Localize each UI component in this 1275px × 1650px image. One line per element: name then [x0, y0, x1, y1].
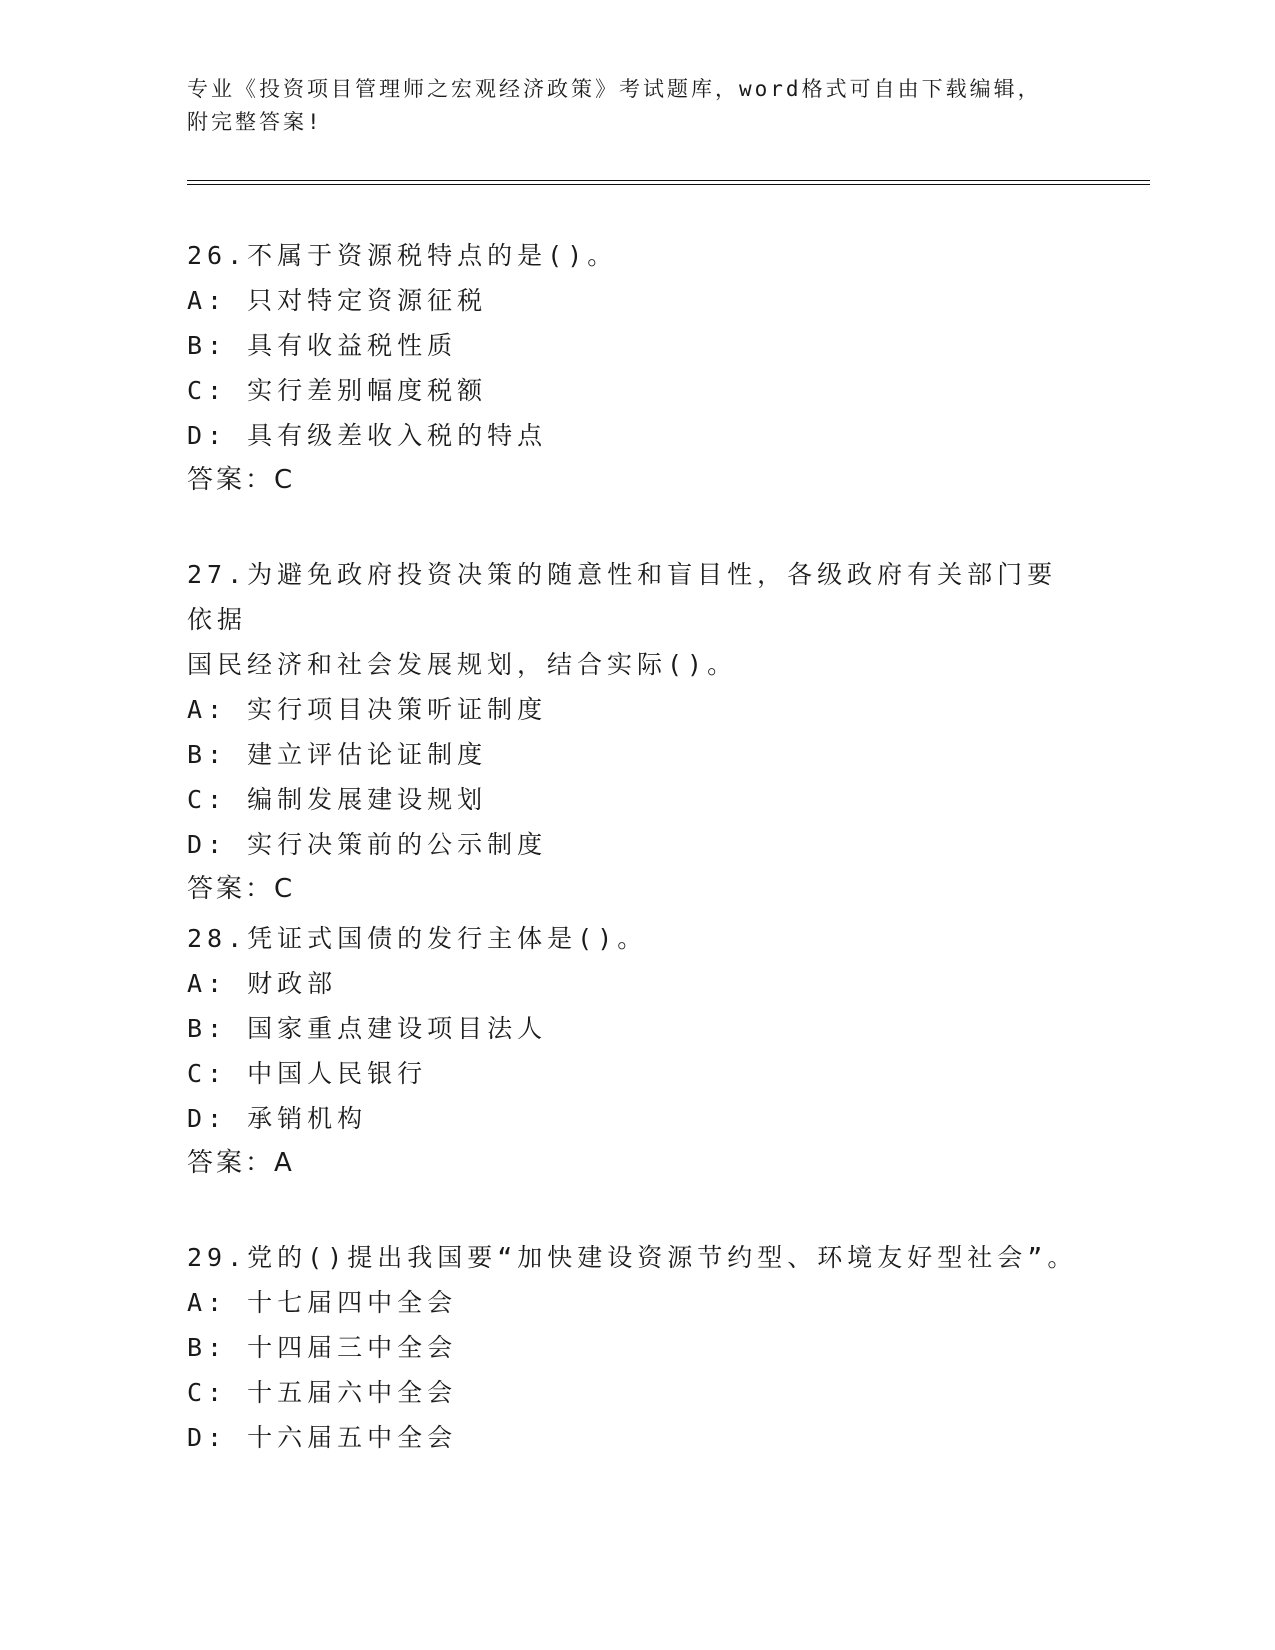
option-a: A: 实行项目决策听证制度 — [187, 695, 548, 724]
option-d: D: 十六届五中全会 — [187, 1423, 458, 1452]
option-b: B: 建立评估论证制度 — [187, 740, 488, 769]
question-28 — [187, 916, 1087, 1186]
question-26 — [187, 233, 1087, 503]
answer-line: 答案：C — [187, 465, 296, 495]
question-stem: 28.凭证式国债的发行主体是()。 — [187, 924, 648, 953]
question-stem: 26.不属于资源税特点的是()。 — [187, 241, 618, 270]
document-intro: 专业《投资项目管理师之宏观经济政策》考试题库，word格式可自由下载编辑， 附完整答案! — [187, 77, 1042, 134]
header-divider-top — [187, 180, 1150, 181]
question-stem: 27.为避免政府投资决策的随意性和盲目性，各级政府有关部门要依据 国民经济和社会发展规划，结合实际()。 — [187, 560, 1058, 679]
question-29 — [187, 1235, 1087, 1460]
question-27 — [187, 552, 1087, 912]
option-d: D: 具有级差收入税的特点 — [187, 421, 548, 450]
answer-line: 答案：C — [187, 874, 296, 904]
option-a: A: 财政部 — [187, 969, 338, 998]
option-c: C: 实行差别幅度税额 — [187, 376, 488, 405]
answer-line: 答案：A — [187, 1148, 295, 1178]
option-b: B: 十四届三中全会 — [187, 1333, 458, 1362]
header-divider-bottom — [187, 184, 1150, 185]
question-stem: 29.党的()提出我国要“加快建设资源节约型、环境友好型社会”。 — [187, 1243, 1078, 1272]
option-d: D: 承销机构 — [187, 1104, 368, 1133]
option-b: B: 国家重点建设项目法人 — [187, 1014, 548, 1043]
option-d: D: 实行决策前的公示制度 — [187, 830, 548, 859]
option-c: C: 十五届六中全会 — [187, 1378, 458, 1407]
option-a: A: 十七届四中全会 — [187, 1288, 458, 1317]
option-b: B: 具有收益税性质 — [187, 331, 458, 360]
option-a: A: 只对特定资源征税 — [187, 286, 488, 315]
option-c: C: 中国人民银行 — [187, 1059, 428, 1088]
option-c: C: 编制发展建设规划 — [187, 785, 488, 814]
